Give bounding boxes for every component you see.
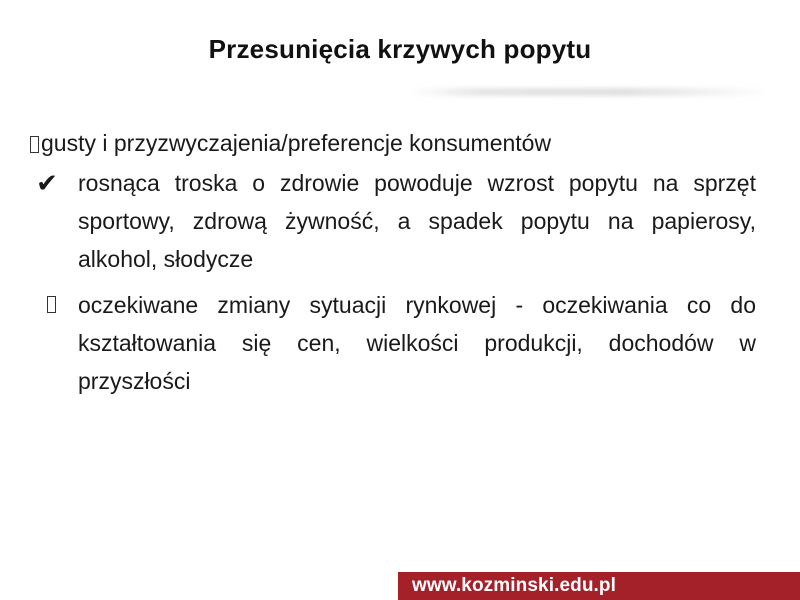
- check-icon: ✔: [36, 168, 58, 198]
- footer-bar: [398, 572, 800, 600]
- slide-title: Przesunięcia krzywych popytu: [208, 34, 592, 64]
- title-underline-shadow: [410, 88, 770, 96]
- bullet-item-health: [30, 164, 756, 278]
- missing-glyph-icon: [47, 296, 56, 313]
- bullet-text: rosnąca troska o zdrowie powoduje wzrost popytu na sprzęt sportowy, zdrową żywność, a spadek popytu na papierosy, alkohol, słodycze: [78, 170, 756, 272]
- slide-content: [30, 124, 756, 400]
- bullet-marker: [30, 164, 78, 202]
- intro-line: [30, 124, 756, 162]
- footer-url[interactable]: www.kozminski.edu.pl: [412, 575, 616, 596]
- bullet-text: oczekiwane zmiany sytuacji rynkowej - oczekiwania co do kształtowania się cen, wielkości produkcji, dochodów w przyszłości: [78, 292, 756, 394]
- bullet-marker: [30, 286, 78, 313]
- missing-glyph-icon: [30, 136, 39, 153]
- bullet-item-expectations: [30, 286, 756, 400]
- intro-text: gusty i przyzwyczajenia/preferencje konsumentów: [41, 130, 552, 156]
